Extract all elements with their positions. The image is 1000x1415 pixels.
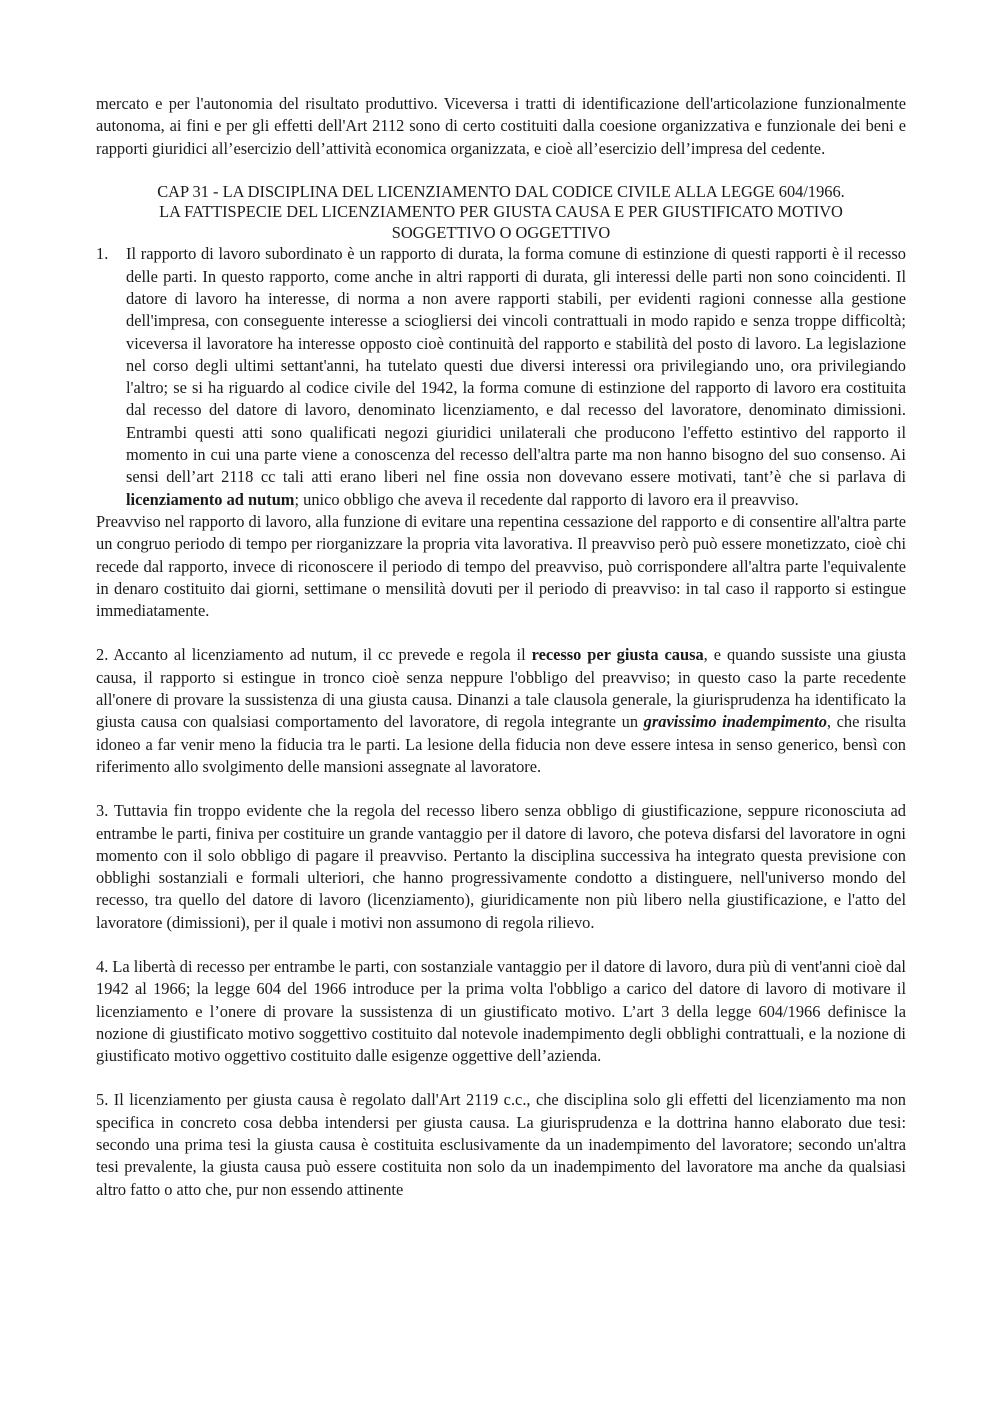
paragraph-gap xyxy=(96,778,906,800)
preavviso-paragraph: Preavviso nel rapporto di lavoro, alla funzione di evitare una repentina cessazione del rapporto e di consentire all'altra parte un congruo periodo di tempo per riorganizzare la propria vita lavorativa. Il preavviso però può essere monetizzato, cioè chi recede dal rapporto, invece di riconoscere il periodo di tempo del preavviso, può corrispondere all'altra parte l'equivalente in denaro costituito dai giorni, settimane o mensilità dovuti per il periodo di preavviso: in tal caso il rapporto si estingue immediatamente. xyxy=(96,511,906,621)
section-1 xyxy=(96,243,906,511)
intro-paragraph: mercato e per l'autonomia del risultato produttivo. Viceversa i tratti di identificazione dell'articolazione funzionalmente autonoma, ai fini e per gli effetti dell'Art 2112 sono di certo costituiti dalla coesione organizzativa e funzionale dei beni e rapporti giuridici all’esercizio dell’attività economica organizzata, e cioè all’esercizio dell’impresa del cedente. xyxy=(96,94,906,158)
chapter-title-line-3: SOGGETTIVO O OGGETTIVO xyxy=(391,222,611,242)
chapter-title xyxy=(96,182,906,244)
section-3: 3. Tuttavia fin troppo evidente che la regola del recesso libero senza obbligo di giustificazione, seppure riconosciuta ad entrambe le parti, finiva per costituire un grande vantaggio per il datore di lavoro, che poteva disfarsi del lavoratore in ogni momento con il solo obbligo di pagare il preavviso. Pertanto la disciplina successiva ha integrato questa previsione con obblighi sostanziali e formali ulteriori, che hanno progressivamente condotto a distinguere, nell'universo mondo del recesso, tra quello del datore di lavoro (licenziamento), giuridicamente non più libero nella giustificazione, e l'atto del lavoratore (dimissioni), per il quale i motivi non assumono di regola rilievo. xyxy=(96,801,906,932)
chapter-title-line-1: CAP 31 - LA DISCIPLINA DEL LICENZIAMENTO DAL CODICE CIVILE ALLA LEGGE 604/1966. xyxy=(157,181,845,201)
paragraph-gap xyxy=(96,622,906,644)
paragraph-gap xyxy=(96,1067,906,1089)
section-1-number: 1. xyxy=(96,244,109,264)
section-2-bold-italic-term: gravissimo inadempimento xyxy=(643,712,827,732)
chapter-title-line-2: LA FATTISPECIE DEL LICENZIAMENTO PER GIUSTA CAUSA E PER GIUSTIFICATO MOTIVO xyxy=(159,202,843,222)
section-2-text-c: , che risulta idoneo a far venir meno la fiducia tra le parti. La lesione della fiducia non deve essere intesa in senso generico, bensì con riferimento allo svolgimento delle mansioni assegnate al lavoratore. xyxy=(96,712,906,776)
section-2-bold-term: recesso per giusta causa xyxy=(531,645,704,665)
section-1-text-before: Il rapporto di lavoro subordinato è un rapporto di durata, la forma comune di estinzione di questi rapporti è il recesso delle parti. In questo rapporto, come anche in altri rapporti di durata, gli interessi delle parti non sono coincidenti. Il datore di lavoro ha interesse, di norma a non avere rapporti stabili, per evidenti ragioni connesse alla gestione dell'impresa, con conseguente interesse a sciogliersi dei vincoli contrattuali in modo rapido e senza troppe difficoltà; viceversa il lavoratore ha interesse opposto cioè continuità del rapporto e stabilità del posto di lavoro. La legislazione nel corso degli ultimi settant'anni, ha tutelato questi due diversi interessi ora privilegiando uno, ora privilegiando l'altro; se si ha riguardo al codice civile del 1942, la forma comune di estinzione del rapporto di lavoro era costituita dal recesso del datore di lavoro, denominato licenziamento, e dal recesso del lavoratore, denominato dimissioni. Entrambi questi atti sono qualificati negozi giuridici unilaterali che producono l'effetto estintivo del rapporto il momento in cui una parte viene a conoscenza del recesso dell'altra parte ma non hanno bisogno del suo consenso. Ai sensi dell’art 2118 cc tali atti erano liberi nel fine ossia non dovevano essere motivati, tant’è che si parlava di xyxy=(126,244,906,487)
section-2 xyxy=(96,644,906,778)
section-2-text-a: 2. Accanto al licenziamento ad nutum, il cc prevede e regola il xyxy=(96,645,532,665)
section-1-bold-term: licenziamento ad nutum xyxy=(126,489,295,509)
section-2-text-b: , e quando sussiste una giusta causa, il rapporto si estingue in tronco cioè senza neppure l'obbligo del preavviso; in questo caso la parte recedente all'onere di provare la sussistenza di una giusta causa. Dinanzi a tale clausola generale, la giurisprudenza ha identificato la giusta causa con qualsiasi comportamento del lavoratore, di regola integrante un xyxy=(96,645,906,732)
paragraph-gap xyxy=(96,934,906,956)
document-page xyxy=(96,93,906,1201)
section-1-body xyxy=(126,243,906,511)
section-4: 4. La libertà di recesso per entrambe le parti, con sostanziale vantaggio per il datore di lavoro, dura più di vent'anni cioè dal 1942 al 1966; la legge 604 del 1966 introduce per la prima volta l'obbligo a carico del datore di lavoro di motivare il licenziamento e l’onere di provare la sussistenza di un giustificato motivo. L’art 3 della legge 604/1966 definisce la nozione di giustificato motivo soggettivo costituito dal notevole inadempimento degli obblighi contrattuali, e la nozione di giustificato motivo oggettivo costituito dalle esigenze oggettive dell’azienda. xyxy=(96,957,906,1066)
section-5: 5. Il licenziamento per giusta causa è regolato dall'Art 2119 c.c., che disciplina solo gli effetti del licenziamento ma non specifica in concreto cosa debba intendersi per giusta causa. La giurisprudenza e la dottrina hanno elaborato due tesi: secondo una prima tesi la giusta causa è costituita esclusivamente da un inadempimento del lavoratore; secondo un'altra tesi prevalente, la giusta causa può essere costituita non solo da un inadempimento del lavoratore ma anche da qualsiasi altro fatto o atto che, pur non essendo attinente xyxy=(96,1090,906,1199)
section-1-text-after: ; unico obbligo che aveva il recedente dal rapporto di lavoro era il preavviso. xyxy=(294,489,799,509)
